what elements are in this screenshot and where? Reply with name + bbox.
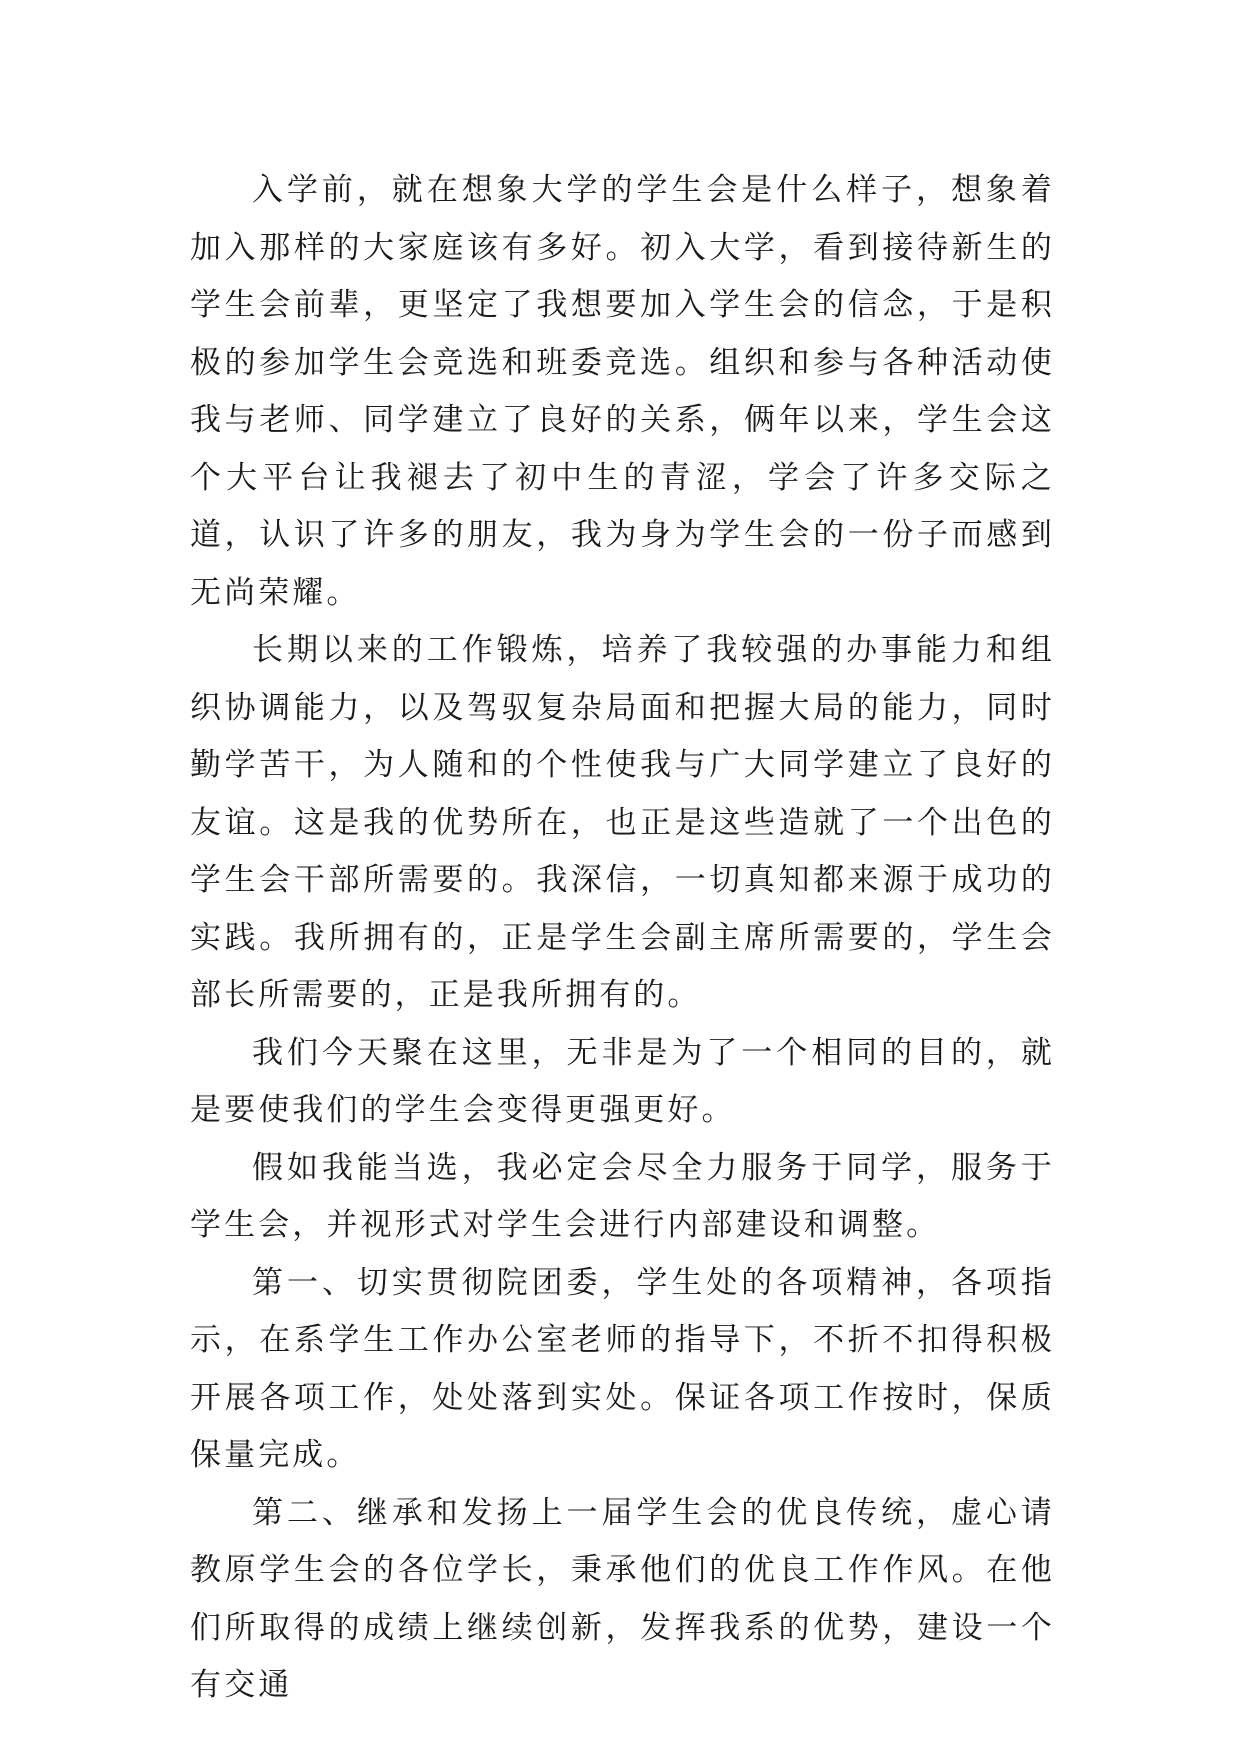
paragraph-2: 长期以来的工作锻炼，培养了我较强的办事能力和组织协调能力，以及驾驭复杂局面和把握大局的能力，同时勤学苦干，为人随和的个性使我与广大同学建立了良好的友谊。这是我的优势所在，也正是这些造就了一个出色的学生会干部所需要的。我深信，一切真知都来源于成功的实践。我所拥有的，正是学生会副主席所需要的，学生会部长所需要的，正是我所拥有的。 (190, 632, 1055, 1013)
paragraph-3: 我们今天聚在这里，无非是为了一个相同的目的，就是要使我们的学生会变得更强更好。 (190, 1034, 1055, 1128)
paragraph-1: 入学前，就在想象大学的学生会是什么样子，想象着加入那样的大家庭该有多好。初入大学，看到接待新生的学生会前辈，更坚定了我想要加入学生会的信念，于是积极的参加学生会竞选和班委竞选。组织和参与各种活动使我与老师、同学建立了良好的关系，俩年以来，学生会这个大平台让我褪去了初中生的青涩，学会了许多交际之道，认识了许多的朋友，我为身为学生会的一份子而感到无尚荣耀。 (190, 172, 1055, 611)
paragraph-4: 假如我能当选，我必定会尽全力服务于同学，服务于学生会，并视形式对学生会进行内部建设和调整。 (190, 1149, 1055, 1243)
paragraph-6: 第二、继承和发扬上一届学生会的优良传统，虚心请教原学生会的各位学长，秉承他们的优良工作作风。在他们所取得的成绩上继续创新，发挥我系的优势，建设一个有交通 (190, 1494, 1055, 1703)
paragraph-5: 第一、切实贯彻院团委，学生处的各项精神，各项指示，在系学生工作办公室老师的指导下，不折不扣得积极开展各项工作，处处落到实处。保证各项工作按时，保质保量完成。 (190, 1264, 1055, 1473)
document-page (190, 162, 1055, 1715)
